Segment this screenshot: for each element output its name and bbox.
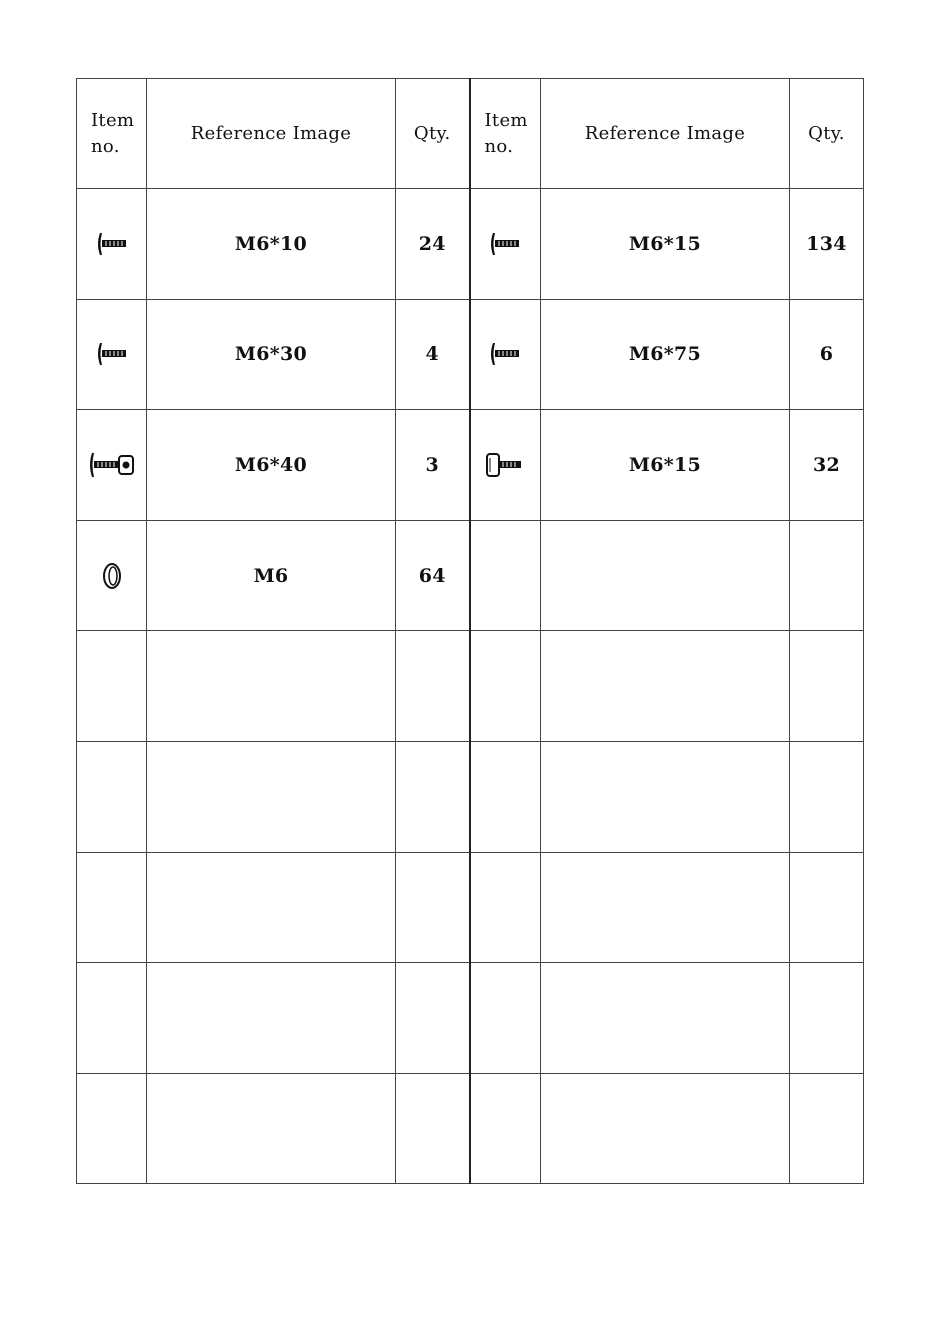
empty-cell bbox=[147, 631, 396, 742]
bolt-icon bbox=[488, 230, 522, 258]
washer-icon bbox=[100, 561, 124, 591]
empty-cell bbox=[147, 963, 396, 1074]
empty-cell bbox=[396, 631, 470, 742]
table-row bbox=[77, 189, 864, 300]
item-cell bbox=[470, 299, 541, 410]
empty-cell bbox=[541, 631, 790, 742]
empty-cell bbox=[470, 741, 541, 852]
table-row bbox=[77, 299, 864, 410]
header-row bbox=[77, 79, 864, 189]
header-item-no: Item no. bbox=[470, 79, 541, 189]
item-cell bbox=[470, 520, 541, 631]
empty-cell bbox=[470, 631, 541, 742]
reference-label bbox=[541, 520, 790, 631]
empty-cell bbox=[396, 1073, 470, 1184]
item-cell bbox=[77, 520, 147, 631]
empty-cell bbox=[470, 963, 541, 1074]
reference-label: M6*15 bbox=[541, 189, 790, 300]
qty-value: 6 bbox=[790, 299, 864, 410]
empty-cell bbox=[790, 1073, 864, 1184]
empty-cell bbox=[147, 852, 396, 963]
empty-cell bbox=[77, 1073, 147, 1184]
bolt-icon bbox=[95, 340, 129, 368]
qty-value: 4 bbox=[396, 299, 470, 410]
table-row bbox=[77, 520, 864, 631]
table-row bbox=[77, 631, 864, 742]
empty-cell bbox=[147, 741, 396, 852]
header-qty: Qty. bbox=[396, 79, 470, 189]
empty-cell bbox=[396, 741, 470, 852]
table-row bbox=[77, 852, 864, 963]
header-qty: Qty. bbox=[790, 79, 864, 189]
parts-table bbox=[76, 78, 864, 1184]
empty-cell bbox=[790, 852, 864, 963]
parts-list-sheet bbox=[76, 78, 863, 1184]
reference-label: M6 bbox=[147, 520, 396, 631]
reference-label: M6*10 bbox=[147, 189, 396, 300]
table-row bbox=[77, 741, 864, 852]
item-cell bbox=[77, 299, 147, 410]
table-row bbox=[77, 410, 864, 521]
empty-cell bbox=[147, 1073, 396, 1184]
empty-cell bbox=[77, 741, 147, 852]
item-cell bbox=[77, 189, 147, 300]
qty-value: 64 bbox=[396, 520, 470, 631]
header-reference-image: Reference Image bbox=[541, 79, 790, 189]
qty-value: 32 bbox=[790, 410, 864, 521]
bolt-nut-icon bbox=[88, 450, 136, 480]
qty-value: 3 bbox=[396, 410, 470, 521]
empty-cell bbox=[541, 1073, 790, 1184]
empty-cell bbox=[77, 852, 147, 963]
qty-value bbox=[790, 520, 864, 631]
reference-label: M6*30 bbox=[147, 299, 396, 410]
empty-cell bbox=[790, 631, 864, 742]
table-row bbox=[77, 963, 864, 1074]
bolt-icon bbox=[95, 230, 129, 258]
barrel-bolt-icon bbox=[484, 450, 526, 480]
header-reference-image: Reference Image bbox=[147, 79, 396, 189]
empty-cell bbox=[77, 963, 147, 1074]
item-cell bbox=[470, 189, 541, 300]
empty-cell bbox=[396, 852, 470, 963]
reference-label: M6*40 bbox=[147, 410, 396, 521]
qty-value: 134 bbox=[790, 189, 864, 300]
empty-cell bbox=[470, 1073, 541, 1184]
qty-value: 24 bbox=[396, 189, 470, 300]
empty-cell bbox=[541, 852, 790, 963]
empty-cell bbox=[541, 741, 790, 852]
empty-cell bbox=[77, 631, 147, 742]
item-cell bbox=[77, 410, 147, 521]
empty-cell bbox=[790, 741, 864, 852]
bolt-icon bbox=[488, 340, 522, 368]
empty-cell bbox=[790, 963, 864, 1074]
item-cell bbox=[470, 410, 541, 521]
empty-cell bbox=[396, 963, 470, 1074]
empty-cell bbox=[541, 963, 790, 1074]
empty-cell bbox=[470, 852, 541, 963]
reference-label: M6*15 bbox=[541, 410, 790, 521]
reference-label: M6*75 bbox=[541, 299, 790, 410]
table-row bbox=[77, 1073, 864, 1184]
header-item-no: Item no. bbox=[77, 79, 147, 189]
